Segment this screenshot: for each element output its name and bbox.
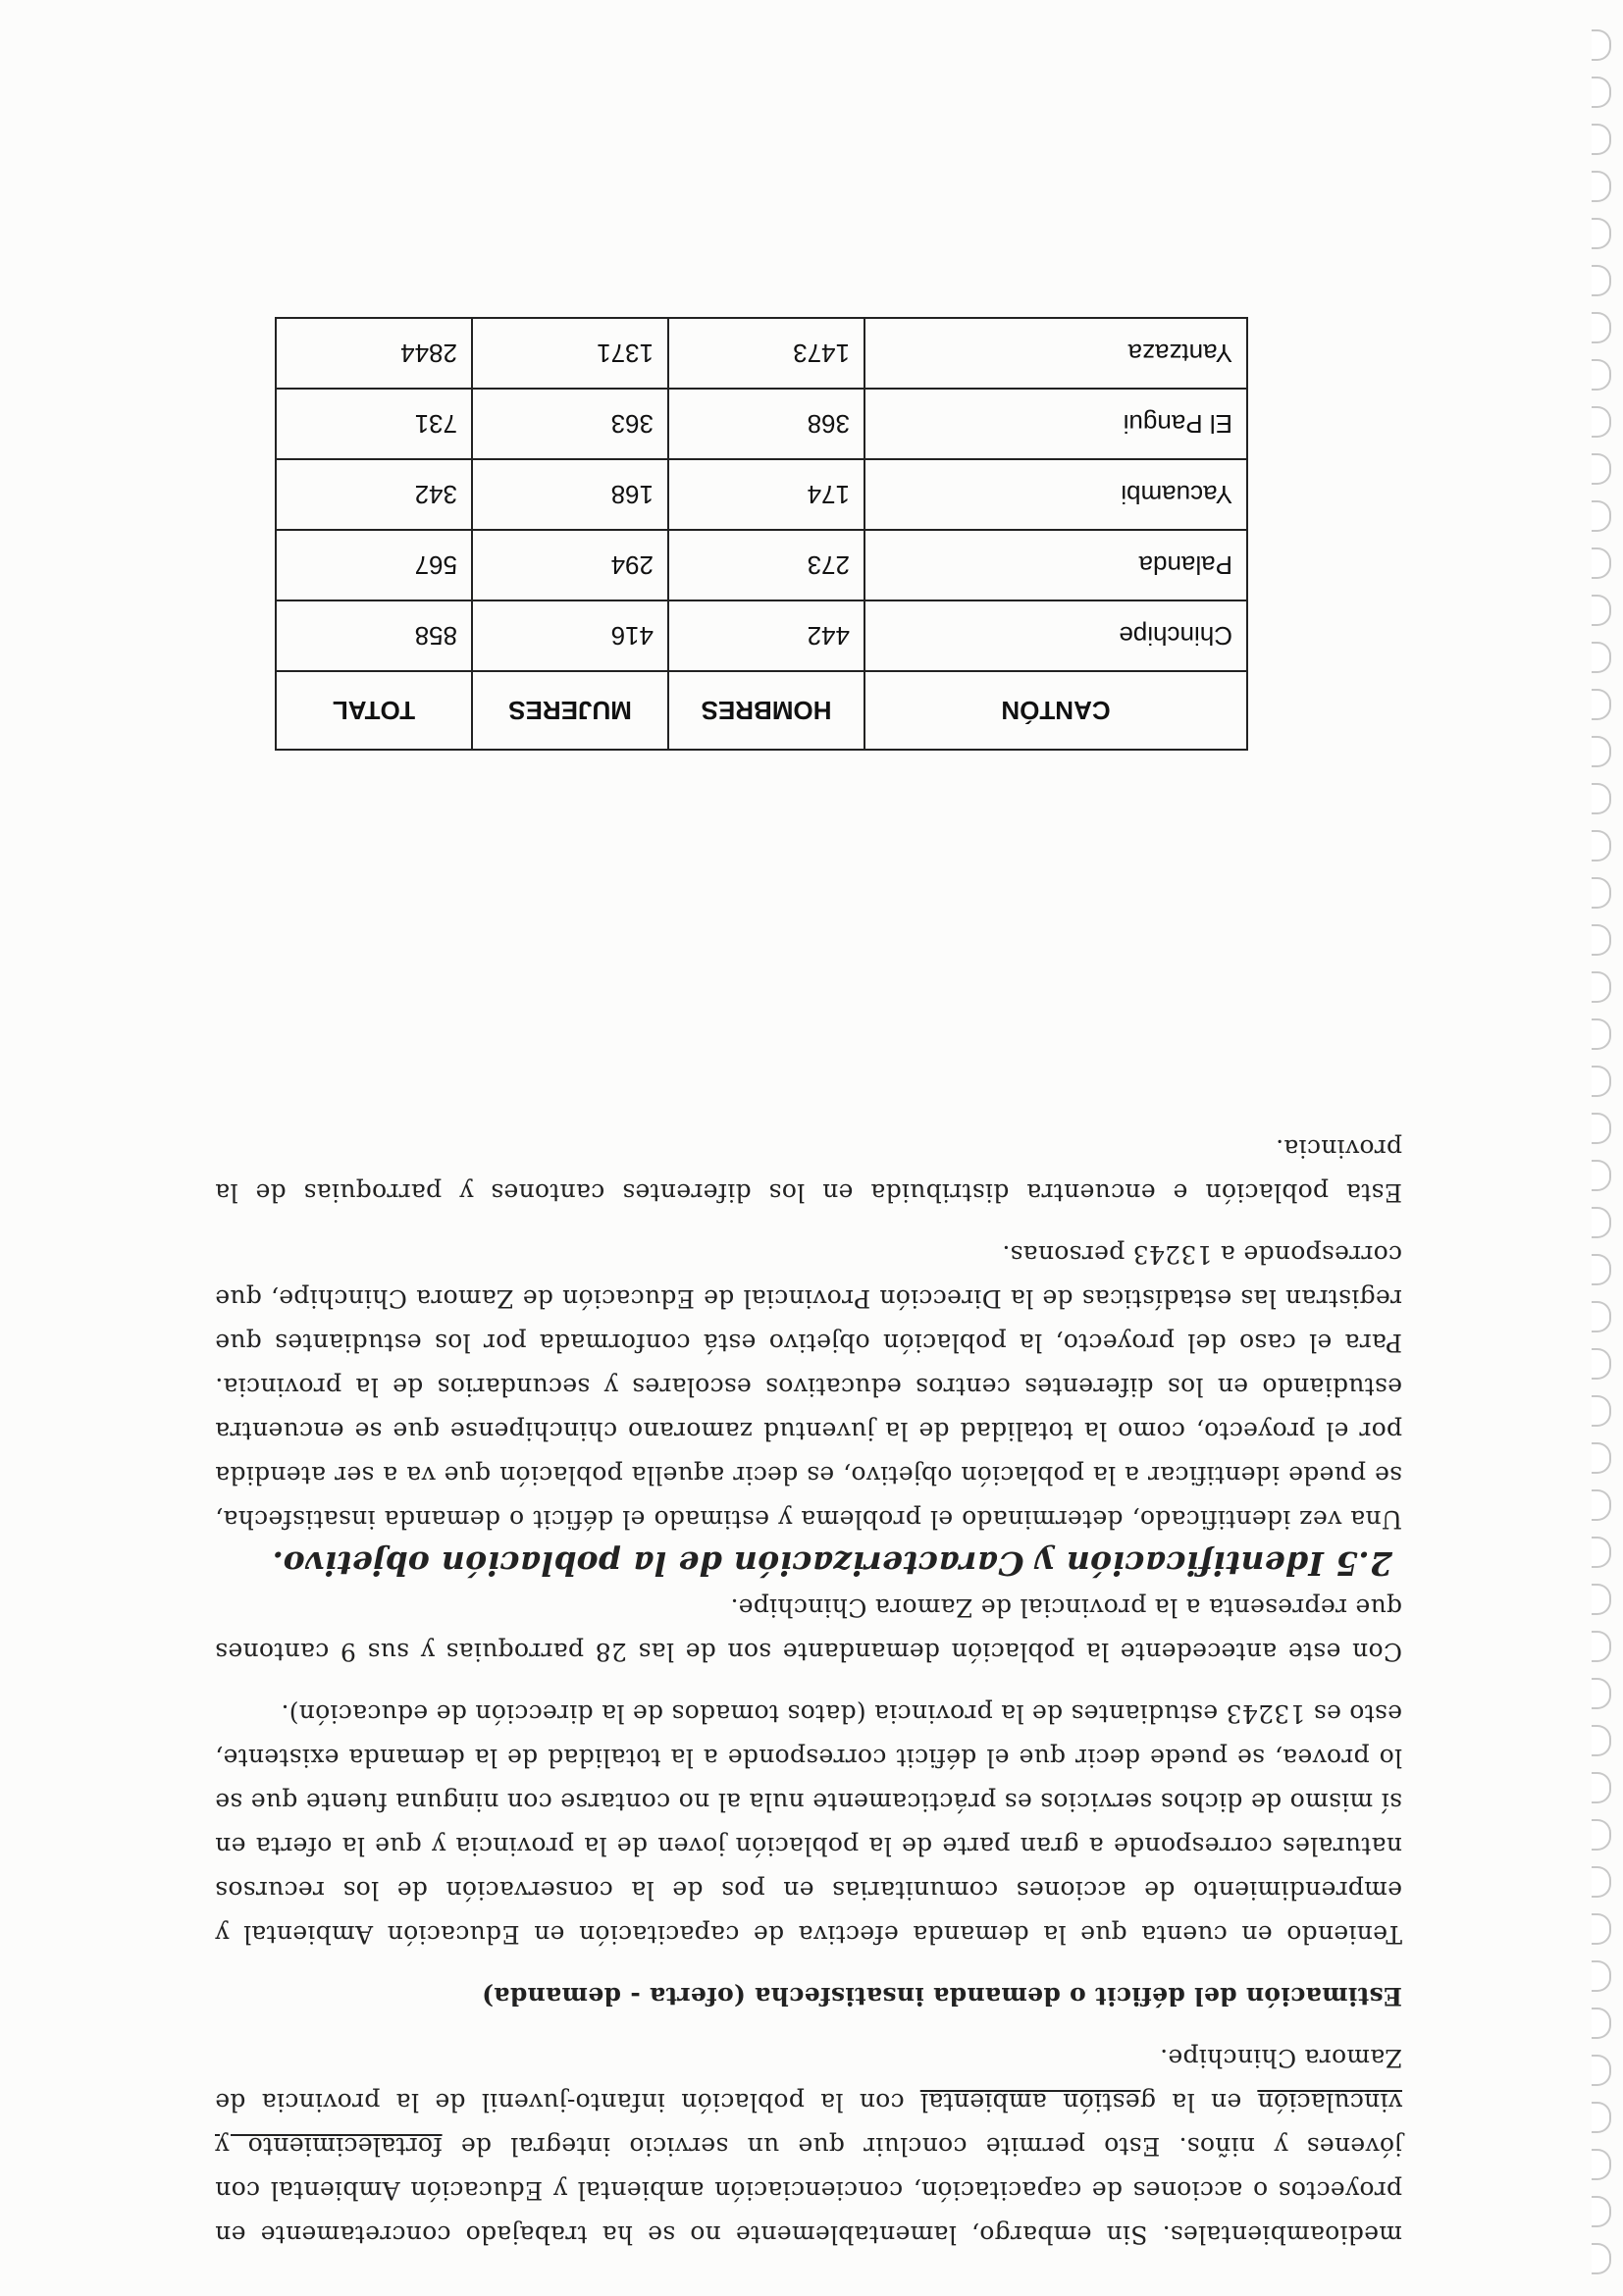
table-header-row <box>276 671 1247 750</box>
section-paragraph-2: Esta población e encuentra distribuida en los diferentes cantones y parroquias de la provincia. <box>215 1134 1402 1207</box>
section-paragraph: Una vez identificado, determinado el problema y estimado el déficit o demanda insatisfecha, se puede identificar a la población objetivo, es decir aquella población que va a ser atendida por el proyecto, como la totalidad de la juventud zamorano chinchipense que se encuentra estudiando en los diferentes centros educativos escolares y secundarios de la provincia. Para el caso del proyecto, la población objetivo está conformada por los estudiantes que registran las estadísticas de la Dirección Provincial de Educación de Zamora Chinchipe, que corresponde a 13243 personas. <box>215 1240 1402 1534</box>
cell-hombres: 1473 <box>668 318 864 389</box>
cell-total: 731 <box>276 389 472 459</box>
underlined-text: gestión ambiental <box>919 2088 1156 2116</box>
cell-canton: El Pangui <box>864 389 1247 459</box>
cell-hombres: 368 <box>668 389 864 459</box>
text-line: jóvenes y niños. Esto permite concluir que un servicio integral de <box>442 2132 1402 2161</box>
cell-canton: Palanda <box>864 530 1247 600</box>
header-hombres: HOMBRES <box>668 671 864 750</box>
cell-hombres: 273 <box>668 530 864 600</box>
cell-canton: Yacuambi <box>864 459 1247 530</box>
estimacion-paragraph-2: Con este antecedente la población demandante son de las 28 parroquias y sus 9 cantones que representa a la provincial de Zamora Chinchipe. <box>215 1593 1402 1666</box>
text-line: medioambientales. Sin embargo, lamentablemente no se ha trabajado concretamente en <box>215 2220 1402 2249</box>
cell-mujeres: 1371 <box>472 318 668 389</box>
table-row <box>276 600 1247 671</box>
table-row <box>276 530 1247 600</box>
section-heading: 2.5 Identificación y Caracterización de la población objetivo. <box>272 1544 1392 1583</box>
cell-total: 342 <box>276 459 472 530</box>
cell-mujeres: 416 <box>472 600 668 671</box>
cell-canton: Yantzaza <box>864 318 1247 389</box>
cell-mujeres: 168 <box>472 459 668 530</box>
table-row <box>276 459 1247 530</box>
cell-canton: Chinchipe <box>864 600 1247 671</box>
header-canton: CANTÓN <box>864 671 1247 750</box>
population-table <box>275 317 1248 751</box>
estimacion-title: Estimación del déficit o demanda insatisfecha (oferta - demanda) <box>481 1982 1402 2010</box>
cell-hombres: 174 <box>668 459 864 530</box>
underlined-text: fortalecimiento y vinculación <box>215 2088 1402 2161</box>
header-total: TOTAL <box>276 671 472 750</box>
text-line: con la población infanto-juvenil de la provincia de Zamora Chinchipe. <box>215 2044 1402 2116</box>
cell-total: 858 <box>276 600 472 671</box>
cell-total: 2844 <box>276 318 472 389</box>
table-row <box>276 389 1247 459</box>
cell-mujeres: 294 <box>472 530 668 600</box>
paragraph-intro <box>215 2036 1402 2257</box>
text-line: proyectos o acciones de capacitación, concienciación ambiental y Educación Ambiental con <box>215 2176 1402 2205</box>
header-mujeres: MUJERES <box>472 671 668 750</box>
cell-total: 567 <box>276 530 472 600</box>
estimacion-paragraph: Teniendo en cuenta que la demanda efectiva de capacitación en Educación Ambiental y emprendimiento de acciones comunitarias en pos de la conservación de los recursos naturales corresponde a gran parte de la población joven de la provincia y que la oferta en sí mismo de dichos servicios es prácticamente nula al no contarse con ninguna fuente que se lo provea, se puede decir que el déficit corresponde a la totalidad de la demanda existente, esto es 13243 estudiantes de la provincia (datos tomados de la dirección de educación). <box>215 1699 1402 1949</box>
body-text <box>215 1126 1402 2257</box>
text-line: en la <box>1155 2088 1242 2116</box>
cell-mujeres: 363 <box>472 389 668 459</box>
cell-hombres: 442 <box>668 600 864 671</box>
table-row <box>276 318 1247 389</box>
